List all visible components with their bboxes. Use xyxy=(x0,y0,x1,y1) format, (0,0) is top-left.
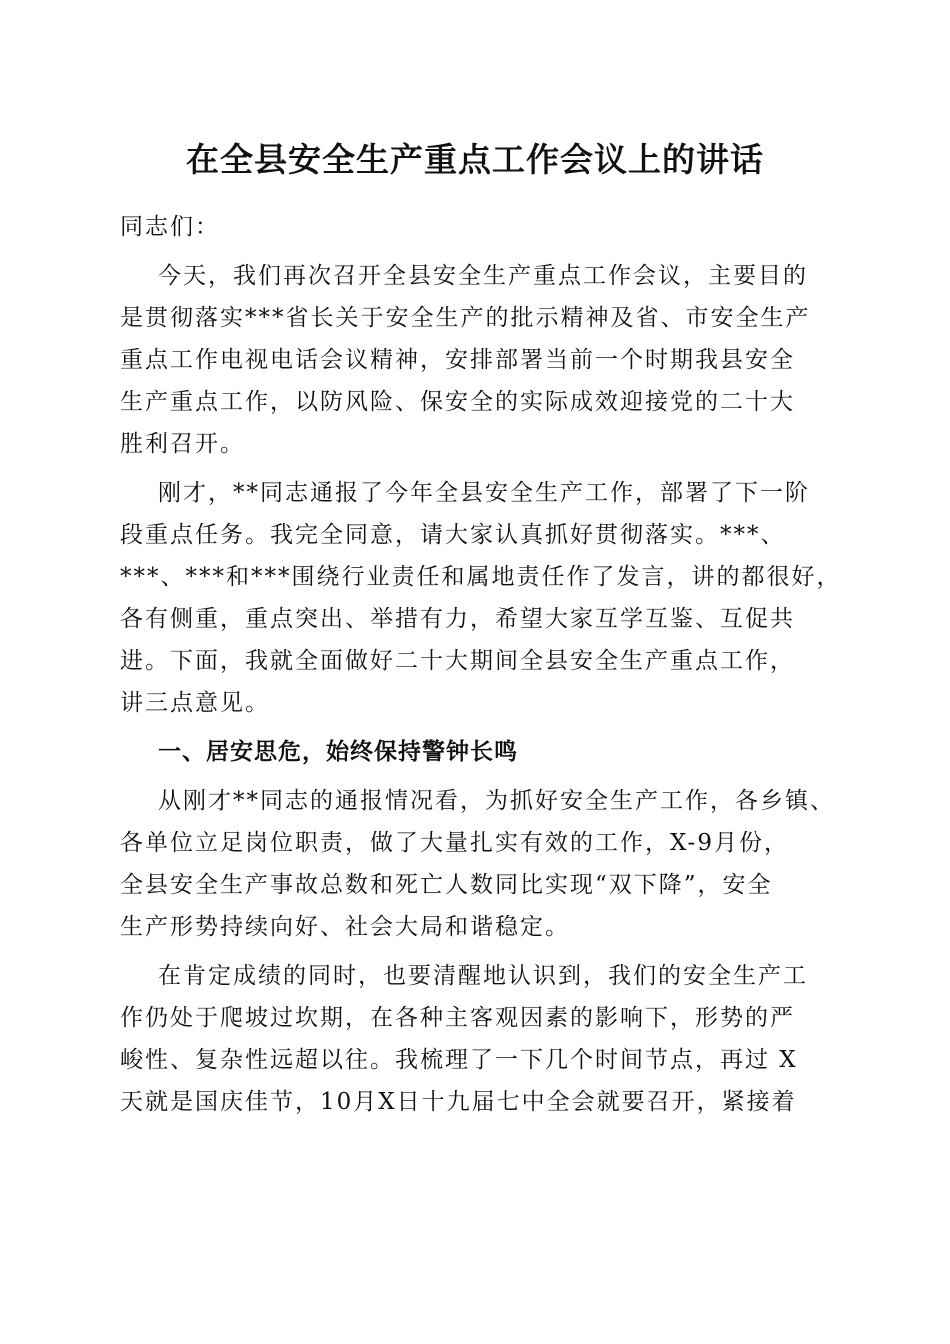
greeting: 同志们： xyxy=(120,214,220,240)
paragraph-line: 胜利召开。 xyxy=(120,431,245,457)
document-body xyxy=(120,206,840,1123)
paragraph-line: 作仍处于爬坡过坎期，在各种主客观因素的影响下，形势的严 xyxy=(120,1005,795,1031)
paragraph-line: 全县安全生产事故总数和死亡人数同比实现“双下降”，安全 xyxy=(120,872,773,898)
paragraph-line: 重点工作电视电话会议精神，安排部署当前一个时期我县安全 xyxy=(120,347,795,373)
paragraph-1 xyxy=(120,255,840,465)
paragraph-line: 生产重点工作，以防风险、保安全的实际成效迎接党的二十大 xyxy=(120,389,795,415)
paragraph-line: 在肯定成绩的同时，也要清醒地认识到，我们的安全生产工 xyxy=(158,963,808,989)
paragraph-line: 进。下面，我就全面做好二十大期间全县安全生产重点工作， xyxy=(120,648,795,674)
paragraph-3 xyxy=(120,780,840,948)
paragraph-line: 是贯彻落实***省长关于安全生产的批示精神及省、市安全生产 xyxy=(120,305,811,331)
paragraph-line: 天就是国庆佳节，10月X日十九届七中全会就要召开，紧接着 xyxy=(120,1089,797,1115)
document-title: 在全县安全生产重点工作会议上的讲话 xyxy=(186,140,764,179)
paragraph-line: 今天，我们再次召开全县安全生产重点工作会议，主要目的 xyxy=(158,263,808,289)
paragraph-line: 刚才，**同志通报了今年全县安全生产工作，部署了下一阶 xyxy=(158,480,810,506)
section-heading: 一、居安思危，始终保持警钟长鸣 xyxy=(158,739,518,765)
paragraph-line: 各有侧重，重点突出、举措有力，希望大家互学互鉴、互促共 xyxy=(120,606,795,632)
paragraph-4 xyxy=(120,955,840,1123)
paragraph-2 xyxy=(120,472,840,724)
paragraph-line: 从刚才**同志的通报情况看，为抓好安全生产工作，各乡镇、 xyxy=(158,788,835,814)
paragraph-line: 段重点任务。我完全同意，请大家认真抓好贯彻落实。***、 xyxy=(120,522,786,548)
paragraph-line: 各单位立足岗位职责，做了大量扎实有效的工作，X-9月份， xyxy=(120,830,789,856)
paragraph-line: 讲三点意见。 xyxy=(120,690,270,716)
paragraph-line: 生产形势持续向好、社会大局和谐稳定。 xyxy=(120,914,570,940)
paragraph-line: ***、***和***围绕行业责任和属地责任作了发言，讲的都很好， xyxy=(120,564,842,590)
paragraph-line: 峻性、复杂性远超以往。我梳理了一下几个时间节点，再过 X xyxy=(120,1047,798,1073)
